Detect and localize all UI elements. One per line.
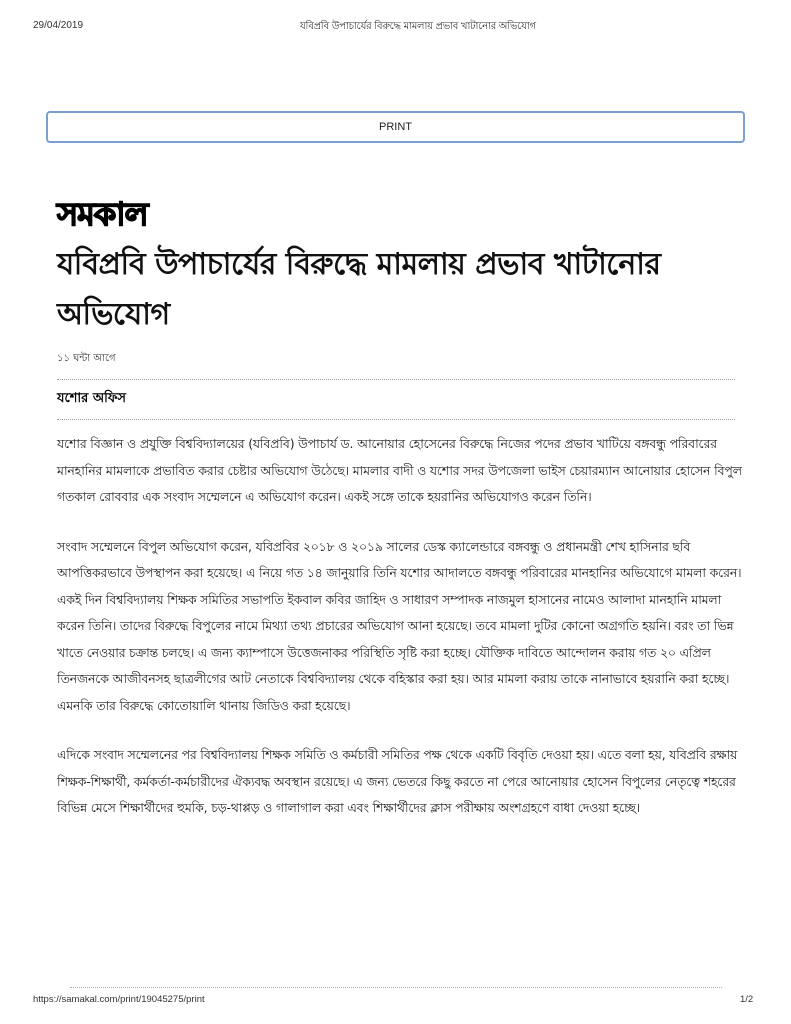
print-button[interactable]: PRINT bbox=[46, 111, 745, 143]
article-paragraph: এদিকে সংবাদ সম্মেলনের পর বিশ্ববিদ্যালয় শিক্ষক সমিতি ও কর্মচারী সমিতির পক্ষ থেকে একটি বিবৃতি দেওয়া হয়। এতে বলা হয়, যবিপ্রবি রক্ষায় শিক্ষক-শিক্ষার্থী, কর্মকর্তা-কর্মচারীদের ঐক্যবদ্ধ অবস্থান রয়েছে। এ জন্য ভেতরে কিছু করতে না পেরে আনোয়ার হোসেন বিপুলের নেতৃত্বে শহরের বিভিন্ন মেসে শিক্ষার্থীদের হুমকি, চড়-থাপ্পড় ও গালাগাল করা এবং শিক্ষার্থীদের ক্লাস পরীক্ষায় অংশগ্রহণে বাধা দেওয়া হচ্ছে। bbox=[57, 747, 738, 815]
footer-page-number: 1/2 bbox=[740, 994, 754, 1005]
article-byline: যশোর অফিস bbox=[57, 391, 126, 406]
footer-url: https://samakal.com/print/19045275/print bbox=[33, 994, 205, 1005]
samakal-logo: সমকাল bbox=[57, 195, 148, 233]
article-paragraph: যশোর বিজ্ঞান ও প্রযুক্তি বিশ্ববিদ্যালয়ের (যবিপ্রবি) উপাচার্য ড. আনোয়ার হোসেনের বিরুদ্ধে নিজের পদের প্রভাব খাটিয়ে বঙ্গবন্ধু পরিবারের মানহানির মামলাকে প্রভাবিত করার চেষ্টার অভিযোগ উঠেছে। মামলার বাদী ও যশোর সদর উপজেলা ভাইস চেয়ারম্যান আনোয়ার হোসেন বিপুল গতকাল রোববার এক সংবাদ সম্মেলনে এ অভিযোগ করেন। একই সঙ্গে তাকে হয়রানির অভিযোগও করেন তিনি। bbox=[57, 436, 742, 504]
print-header-title: যবিপ্রবি উপাচার্যের বিরুদ্ধে মামলায় প্রভাব খাটানোর অভিযোগ bbox=[300, 21, 536, 32]
article-time-ago: ১১ ঘন্টা আগে bbox=[57, 353, 116, 364]
footer-divider bbox=[70, 987, 722, 988]
article-body bbox=[57, 431, 747, 845]
article-paragraph: সংবাদ সম্মেলনে বিপুল অভিযোগ করেন, যবিপ্রবির ২০১৮ ও ২০১৯ সালের ডেস্ক ক্যালেন্ডারে বঙ্গবন্ধু ও প্রধানমন্ত্রী শেখ হাসিনার ছবি আপত্তিকরভাবে উপস্থাপন করা হয়েছে। এ নিয়ে গত ১৪ জানুয়ারি তিনি যশোর আদালতে বঙ্গবন্ধু পরিবারের মানহানির অভিযোগে মামলা করেন। একই দিন বিশ্ববিদ্যালয় শিক্ষক সমিতির সভাপতি ইকবাল কবির জাহিদ ও সাধারণ সম্পাদক নাজমুল হাসানের নামেও আলাদা মানহানি মামলা করেন তিনি। তাদের বিরুদ্ধে বিপুলের নামে মিথ্যা তথ্য প্রচারের অভিযোগ আনা হয়েছে। তবে মামলা দুটির কোনো অগ্রগতি হয়নি। বরং তা ভিন্ন খাতে নেওয়ার চক্রান্ত চলছে। এ জন্য ক্যাম্পাসে উত্তেজনাকর পরিস্থিতি সৃষ্টি করা হচ্ছে। যৌক্তিক দাবিতে আন্দোলন করায় গত ২০ এপ্রিল তিনজনকে আজীবনসহ ছাত্রলীগের আট নেতাকে বিশ্ববিদ্যালয় থেকে বহিস্কার করা হয়। আর মামলা করায় তাকে নানাভাবে হয়রানি করা হচ্ছে। এমনকি তার বিরুদ্ধে কোতোয়ালি থানায় জিডিও করা হয়েছে। bbox=[57, 538, 742, 713]
article-headline: যবিপ্রবি উপাচার্যের বিরুদ্ধে মামলায় প্রভাব খাটানোর অভিযোগ bbox=[57, 247, 661, 332]
divider-bottom bbox=[57, 419, 735, 420]
divider-top bbox=[57, 379, 735, 380]
print-date: 29/04/2019 bbox=[33, 20, 84, 31]
